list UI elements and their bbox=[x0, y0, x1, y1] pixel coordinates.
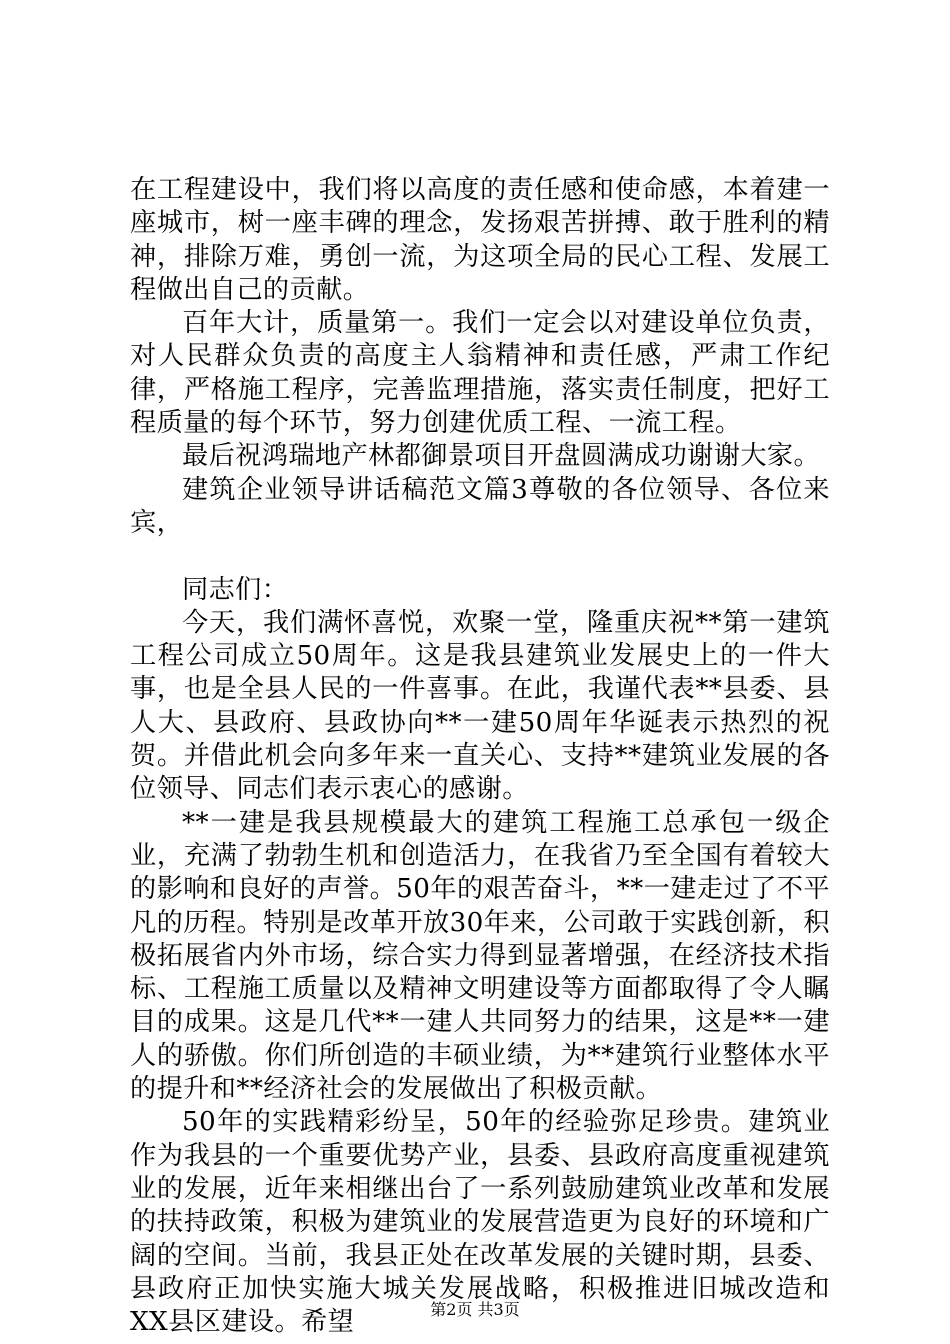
body-text bbox=[130, 174, 830, 1339]
paragraph-6: 今天，我们满怀喜悦，欢聚一堂，隆重庆祝**第一建筑工程公司成立50周年。这是我县建筑业发展史上的一件大事，也是全县人民的一件喜事。在此，我谨代表**县委、县人大、县政府、县政协向**一建50周年华诞表示热烈的祝贺。并借此机会向多年来一直关心、支持**建筑业发展的各位领导、同志们表示衷心的感谢。 bbox=[130, 607, 830, 805]
paragraph-8: 50年的实践精彩纷呈，50年的经验弥足珍贵。建筑业作为我县的一个重要优势产业，县委、县政府高度重视建筑业的发展，近年来相继出台了一系列鼓励建筑业改革和发展的扶持政策，积极为建筑业的发展营造更为良好的环境和广阔的空间。当前，我县正处在改革发展的关键时期，县委、县政府正加快实施大城关发展战略，积极推进旧城改造和XX县区建设。希望 bbox=[130, 1107, 830, 1338]
paragraph-7: **一建是我县规模最大的建筑工程施工总承包一级企业，充满了勃勃生机和创造活力，在我省乃至全国有着较大的影响和良好的声誉。50年的艰苦奋斗，**一建走过了不平凡的历程。特别是改革开放30年来，公司敢于实践创新，积极拓展省内外市场，综合实力得到显著增强，在经济技术指标、工程施工质量以及精神文明建设等方面都取得了令人瞩目的成果。这是几代**一建人共同努力的结果，这是**一建人的骄傲。你们所创造的丰硕业绩，为**建筑行业整体水平的提升和**经济社会的发展做出了积极贡献。 bbox=[130, 807, 830, 1105]
paragraph-1: 在工程建设中，我们将以高度的责任感和使命感，本着建一座城市，树一座丰碑的理念，发扬艰苦拼搏、敢于胜利的精神，排除万难，勇创一流，为这项全局的民心工程、发展工程做出自己的贡献。 bbox=[130, 175, 830, 305]
paragraph-3: 最后祝鸿瑞地产林都御景项目开盘圆满成功谢谢大家。 bbox=[182, 441, 821, 472]
paragraph-5: 同志们： bbox=[182, 574, 289, 605]
page-footer: 第2页 共3页 bbox=[430, 1300, 520, 1319]
blank-line bbox=[130, 540, 830, 573]
paragraph-2: 百年大计，质量第一。我们一定会以对建设单位负责，对人民群众负责的高度主人翁精神和责任感，严肃工作纪律，严格施工程序，完善监理措施，落实责任制度，把好工程质量的每个环节，努力创建优质工程、一流工程。 bbox=[130, 308, 830, 439]
paragraph-4: 建筑企业领导讲话稿范文篇3尊敬的各位领导、各位来宾， bbox=[130, 474, 830, 538]
